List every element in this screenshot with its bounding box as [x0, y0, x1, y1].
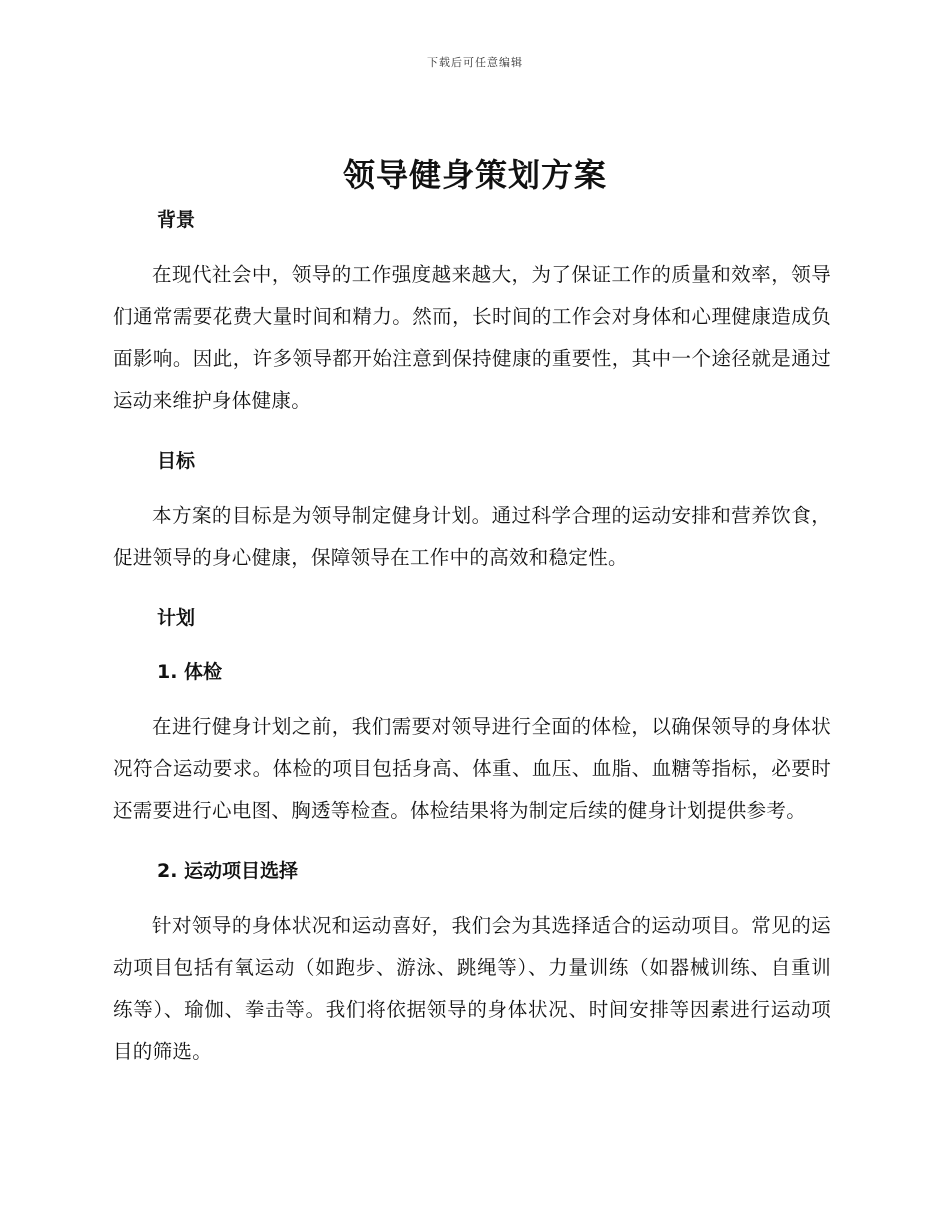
- section-heading-plan: 计划: [157, 607, 196, 629]
- subsection-paragraph-exercise-selection: 针对领导的身体状况和运动喜好，我们会为其选择适合的运动项目。常见的运动项目包括有氧运动（如跑步、游泳、跳绳等）、力量训练（如器械训练、自重训练等）、瑜伽、拳击等。我们将依据领导的身体状况、时间安排等因素进行运动项目的筛选。: [113, 914, 831, 1063]
- document-title: 领导健身策划方案: [342, 156, 607, 194]
- section-paragraph-goal: 本方案的目标是为领导制定健身计划。通过科学合理的运动安排和营养饮食，促进领导的身心健康，保障领导在工作中的高效和稳定性。: [113, 504, 831, 569]
- header-note: 下载后可任意编辑: [427, 56, 523, 69]
- subsection-heading-exercise-selection: 2. 运动项目选择: [157, 860, 299, 882]
- subsection-paragraph-physical-exam: 在进行健身计划之前，我们需要对领导进行全面的体检，以确保领导的身体状况符合运动要求。体检的项目包括身高、体重、血压、血脂、血糖等指标，必要时还需要进行心电图、胸透等检查。体检结果将为制定后续的健身计划提供参考。: [113, 715, 831, 822]
- subsection-heading-physical-exam: 1. 体检: [157, 661, 223, 683]
- section-heading-goal: 目标: [157, 450, 196, 472]
- section-paragraph-background: 在现代社会中，领导的工作强度越来越大，为了保证工作的质量和效率，领导们通常需要花费大量时间和精力。然而，长时间的工作会对身体和心理健康造成负面影响。因此，许多领导都开始注意到保持健康的重要性，其中一个途径就是通过运动来维护身体健康。: [113, 263, 831, 412]
- section-heading-background: 背景: [157, 209, 196, 231]
- document-body: [113, 200, 831, 1073]
